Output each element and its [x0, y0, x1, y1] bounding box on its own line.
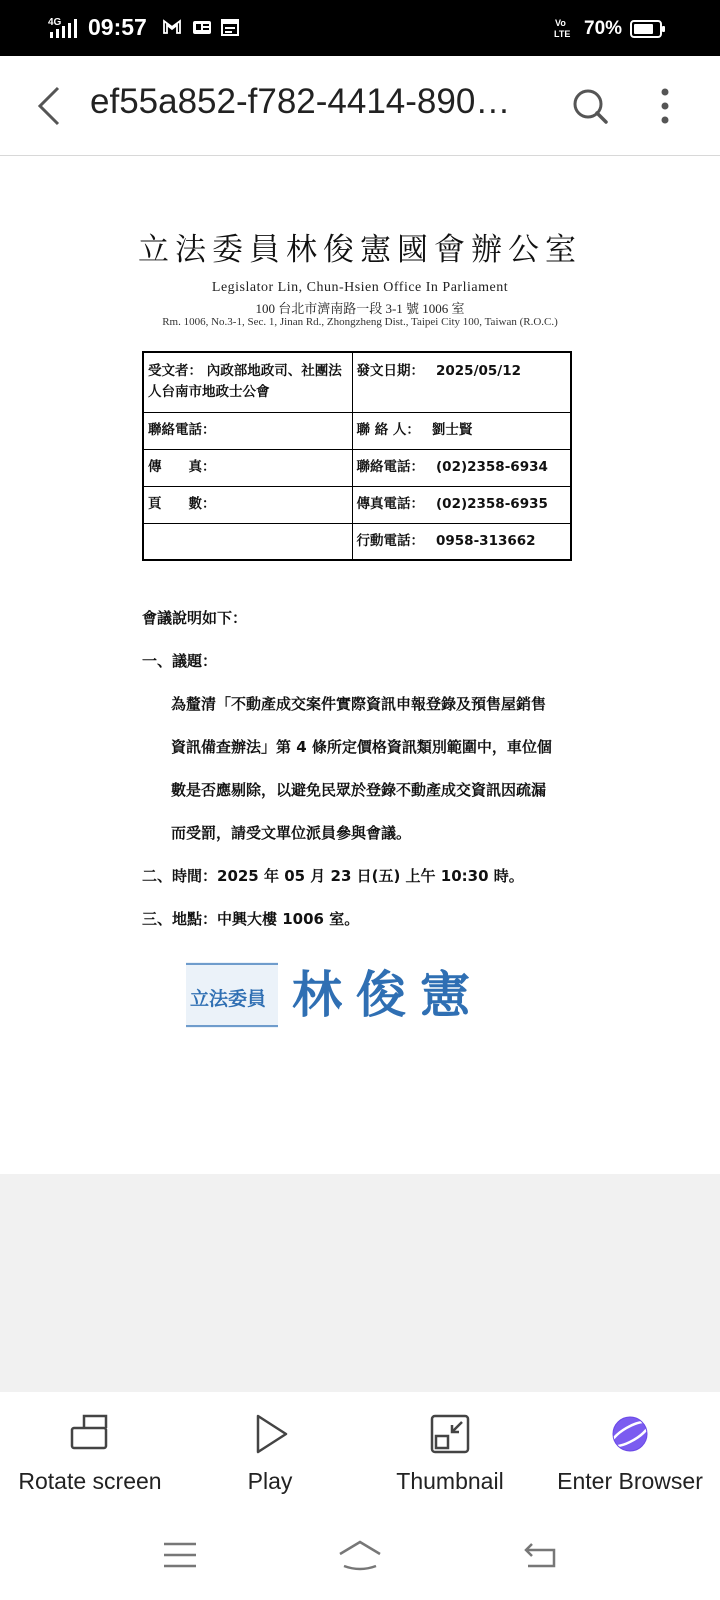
pages-cell: [143, 486, 352, 523]
address-chinese: 100 台北市濟南路一段 3-1 號 1006 室: [255, 301, 465, 316]
svg-text:LTE: LTE: [554, 29, 571, 39]
meeting-location: 三、地點：中興大樓 1006 室。: [142, 910, 360, 928]
thumbnail-label: Thumbnail: [396, 1468, 504, 1494]
legislator-seal-stamp: [186, 960, 526, 1032]
mobile-cell: [352, 523, 571, 560]
fax-cell: [143, 449, 352, 486]
play-icon: [248, 1412, 292, 1456]
office-english-name: Legislator Lin, Chun-Hsien Office In Parliament: [211, 280, 509, 295]
empty-cell: [143, 523, 352, 560]
thumbnail-button[interactable]: [360, 1412, 540, 1495]
home-icon[interactable]: [336, 1538, 384, 1572]
office-title: 立法委員林俊憲國會辦公室: [138, 232, 582, 268]
agenda-heading: 一、議題：: [142, 652, 218, 670]
bottom-toolbar: [0, 1392, 720, 1510]
mobile-label: 行動電話：: [356, 532, 424, 549]
address-english: Rm. 1006, No.3-1, Sec. 1, Jinan Rd., Zhongzheng Dist., Taipei City 100, Taiwan (R.O.C.): [162, 316, 558, 328]
phone-label: 聯絡電話：: [148, 422, 216, 438]
enter-browser-label: Enter Browser: [557, 1468, 703, 1494]
system-nav-bar: [0, 1510, 720, 1600]
battery-icon: [630, 19, 666, 39]
contact-phone-label: 聯絡電話：: [356, 459, 424, 475]
mobile-value: 0958-313662: [436, 532, 536, 549]
rotate-screen-button[interactable]: [0, 1412, 180, 1495]
pages-label: 頁 數：: [148, 496, 216, 512]
back-nav-icon[interactable]: [520, 1538, 560, 1572]
volte-icon: [554, 16, 576, 40]
svg-text:Vo: Vo: [555, 18, 566, 28]
recipient-label: 受文者：: [148, 363, 202, 379]
browser-planet-icon: [608, 1412, 652, 1456]
battery-percent: 70%: [584, 18, 623, 39]
play-button[interactable]: [180, 1412, 360, 1495]
contact-phone-cell: [352, 449, 571, 486]
phone-cell: [143, 412, 352, 449]
contact-cell: [352, 412, 571, 449]
svg-text:林俊憲: 林俊憲: [292, 965, 484, 1024]
date-label: 發文日期：: [356, 363, 424, 379]
date-value: 2025/05/12: [436, 363, 522, 379]
signal-4g-icon: [48, 14, 84, 40]
contact-label: 聯 絡 人：: [356, 422, 420, 438]
thumbnail-icon: [428, 1412, 472, 1456]
contact-phone-value: (02)2358-6934: [436, 459, 548, 475]
document-page: [0, 156, 720, 1174]
svg-text:立法委員: 立法委員: [190, 988, 267, 1010]
contact-value: 劉士賢: [431, 422, 473, 438]
date-cell: [352, 352, 571, 412]
recipient-cell: [143, 352, 352, 412]
menu-icon[interactable]: [160, 1538, 200, 1572]
gmail-icon: [162, 18, 182, 36]
svg-text:4G: 4G: [48, 17, 62, 28]
enter-browser-button[interactable]: [540, 1412, 720, 1495]
contact-fax-label: 傳真電話：: [356, 496, 424, 512]
file-title: ef55a852-f782-4414-890…: [90, 82, 511, 121]
id-card-icon: [192, 18, 212, 36]
status-bar: [0, 0, 720, 56]
rotate-screen-icon: [68, 1412, 112, 1456]
viewer-background: [0, 1174, 720, 1392]
rotate-screen-label: Rotate screen: [18, 1468, 162, 1494]
agenda-line-1: 為釐清「不動產成交案件實際資訊申報登錄及預售屋銷售: [171, 695, 547, 713]
agenda-line-2: 資訊備查辦法」第 4 條所定價格資訊類別範圍中，車位個: [171, 738, 552, 756]
fax-label: 傳 真：: [148, 459, 216, 475]
meeting-time: 二、時間：2025 年 05 月 23 日(五) 上午 10:30 時。: [142, 867, 524, 885]
search-icon[interactable]: [570, 86, 610, 126]
back-arrow-icon[interactable]: [34, 84, 64, 128]
contact-fax-cell: [352, 486, 571, 523]
recipient-value: 內政部地政司、社團法人台南市地政士公會: [148, 363, 342, 400]
clock: 09:57: [88, 14, 147, 40]
meeting-intro: 會議說明如下：: [142, 609, 248, 627]
more-options-icon[interactable]: [650, 86, 680, 126]
calendar-icon: [220, 18, 240, 36]
app-bar: [0, 56, 720, 156]
play-label: Play: [247, 1468, 293, 1494]
agenda-line-4: 而受罰，請受文單位派員參與會議。: [171, 824, 412, 842]
fax-header-table: [142, 351, 572, 561]
contact-fax-value: (02)2358-6935: [436, 496, 548, 512]
agenda-line-3: 數是否應剔除，以避免民眾於登錄不動產成交資訊因疏漏: [171, 781, 547, 799]
